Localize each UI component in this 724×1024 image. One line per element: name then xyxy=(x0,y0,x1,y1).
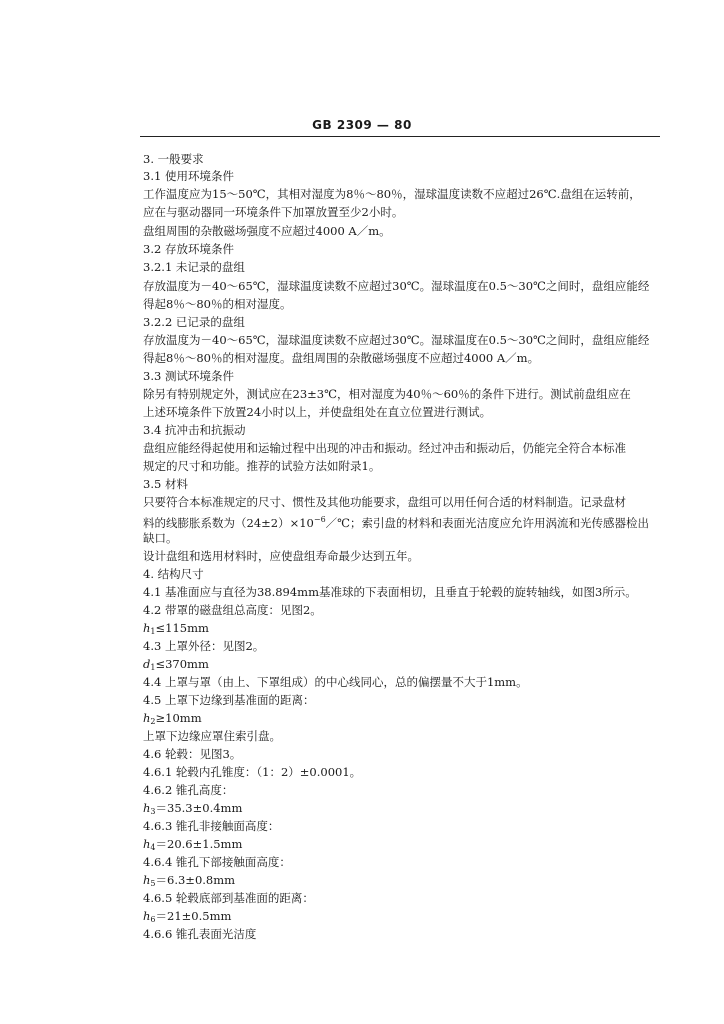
standard-code-header: GB 2309 — 80 xyxy=(312,118,412,132)
subscript: 6 xyxy=(150,915,156,924)
subscript: 5 xyxy=(150,879,156,888)
variable: h xyxy=(143,801,151,815)
section-heading: 3. 一般要求 xyxy=(143,152,204,166)
paragraph-line: 4.6.6 锥孔表面光洁度 xyxy=(143,927,257,941)
paragraph-line: 4.6.2 锥孔高度： xyxy=(143,783,234,797)
paragraph-line: 4.6 轮毂：见图3。 xyxy=(143,747,242,761)
subscript: 1 xyxy=(150,627,156,636)
formula-line xyxy=(143,621,209,639)
expansion-text: 料的线膨胀系数为（24±2）×10 xyxy=(143,516,314,530)
paragraph-line: 规定的尺寸和功能。推荐的试验方法如附录1。 xyxy=(143,459,381,473)
subsection-heading: 3.2 存放环境条件 xyxy=(143,242,234,256)
paragraph-line: 4.4 上罩与罩（由上、下罩组成）的中心线同心，总的偏摆量不大于1mm。 xyxy=(143,675,528,689)
formula-line xyxy=(143,711,202,729)
formula-line xyxy=(143,873,235,891)
variable: h xyxy=(143,837,151,851)
formula-line xyxy=(143,909,231,927)
subscript: 3 xyxy=(150,807,156,816)
paragraph-line: 应在与驱动器同一环境条件下加罩放置至少2小时。 xyxy=(143,205,404,219)
formula-value: ≤370mm xyxy=(155,657,209,671)
paragraph-line: 4.5 上罩下边缘到基准面的距离： xyxy=(143,693,315,707)
subsection-heading: 3.5 材料 xyxy=(143,477,188,491)
paragraph-line: 存放温度为－40～65℃，湿球温度读数不应超过30℃。湿球温度在0.5～30℃之间时，盘组应能经 xyxy=(143,333,650,347)
exponent: −6 xyxy=(313,515,326,524)
formula-value: ＝20.6±1.5mm xyxy=(155,837,243,851)
paragraph-line: 缺口。 xyxy=(143,531,178,545)
paragraph-line: 只要符合本标准规定的尺寸、惯性及其他功能要求，盘组可以用任何合适的材料制造。记录盘材 xyxy=(143,495,626,509)
subscript: 4 xyxy=(150,843,156,852)
paragraph-line: 工作温度应为15～50℃，其相对湿度为8％～80％，湿球温度读数不应超过26℃.盘组在运转前， xyxy=(143,187,641,201)
subsection-heading: 3.1 使用环境条件 xyxy=(143,169,234,183)
paragraph-line: 设计盘组和选用材料时，应使盘组寿命最少达到五年。 xyxy=(143,549,419,563)
paragraph-line: 得起8％～80％的相对湿度。 xyxy=(143,297,292,311)
subsection-heading: 3.2.2 已记录的盘组 xyxy=(143,315,245,329)
variable: d xyxy=(143,657,151,671)
variable: h xyxy=(143,711,151,725)
paragraph-line: 4.3 上罩外径：见图2。 xyxy=(143,639,265,653)
subsection-heading: 3.4 抗冲击和抗振动 xyxy=(143,423,246,437)
variable: h xyxy=(143,909,151,923)
paragraph-line: 盘组应能经得起使用和运输过程中出现的冲击和振动。经过冲击和振动后，仍能完全符合本标准 xyxy=(143,441,626,455)
formula-value: ＝21±0.5mm xyxy=(155,909,232,923)
paragraph-line: 盘组周围的杂散磁场强度不应超过4000 A／m。 xyxy=(143,224,391,238)
paragraph-line: 4.6.5 轮毂底部到基准面的距离： xyxy=(143,891,314,905)
paragraph-line: 4.6.1 轮毂内孔锥度：（1：2）±0.0001。 xyxy=(143,765,362,779)
paragraph-line: 得起8％～80％的相对湿度。盘组周围的杂散磁场强度不应超过4000 A／m。 xyxy=(143,351,540,365)
paragraph-line-expansion xyxy=(143,513,649,530)
formula-line xyxy=(143,801,242,819)
subscript: 2 xyxy=(150,717,156,726)
formula-value: ≥10mm xyxy=(155,711,202,725)
expansion-tail: ／℃；索引盘的材料和表面光洁度应允许用涡流和光传感器检出 xyxy=(325,516,650,530)
paragraph-line: 除另有特别规定外，测试应在23±3℃，相对湿度为40％～60％的条件下进行。测试前盘组应在 xyxy=(143,387,631,401)
subsection-heading: 3.3 测试环境条件 xyxy=(143,369,234,383)
variable: h xyxy=(143,873,151,887)
variable: h xyxy=(143,621,151,635)
paragraph-line: 4.6.3 锥孔非接触面高度： xyxy=(143,819,280,833)
section-heading: 4. 结构尺寸 xyxy=(143,567,204,581)
formula-value: ＝6.3±0.8mm xyxy=(155,873,236,887)
paragraph-line: 存放温度为－40～65℃，湿球温度读数不应超过30℃。湿球温度在0.5～30℃之间时，盘组应能经 xyxy=(143,279,650,293)
subscript: 1 xyxy=(150,663,156,672)
paragraph-line: 上罩下边缘应罩住索引盘。 xyxy=(143,729,281,743)
subsection-heading: 3.2.1 未记录的盘组 xyxy=(143,260,245,274)
formula-value: ≤115mm xyxy=(155,621,209,635)
formula-line xyxy=(143,837,242,855)
formula-line xyxy=(143,657,209,675)
paragraph-line: 4.2 带罩的磁盘组总高度：见图2。 xyxy=(143,603,322,617)
paragraph-line: 上述环境条件下放置24小时以上，并使盘组处在直立位置进行测试。 xyxy=(143,405,492,419)
formula-value: ＝35.3±0.4mm xyxy=(155,801,243,815)
paragraph-line: 4.1 基准面应与直径为38.894mm基准球的下表面相切，且垂直于轮毂的旋转轴线，如图3所示。 xyxy=(143,585,637,599)
paragraph-line: 4.6.4 锥孔下部接触面高度： xyxy=(143,855,291,869)
